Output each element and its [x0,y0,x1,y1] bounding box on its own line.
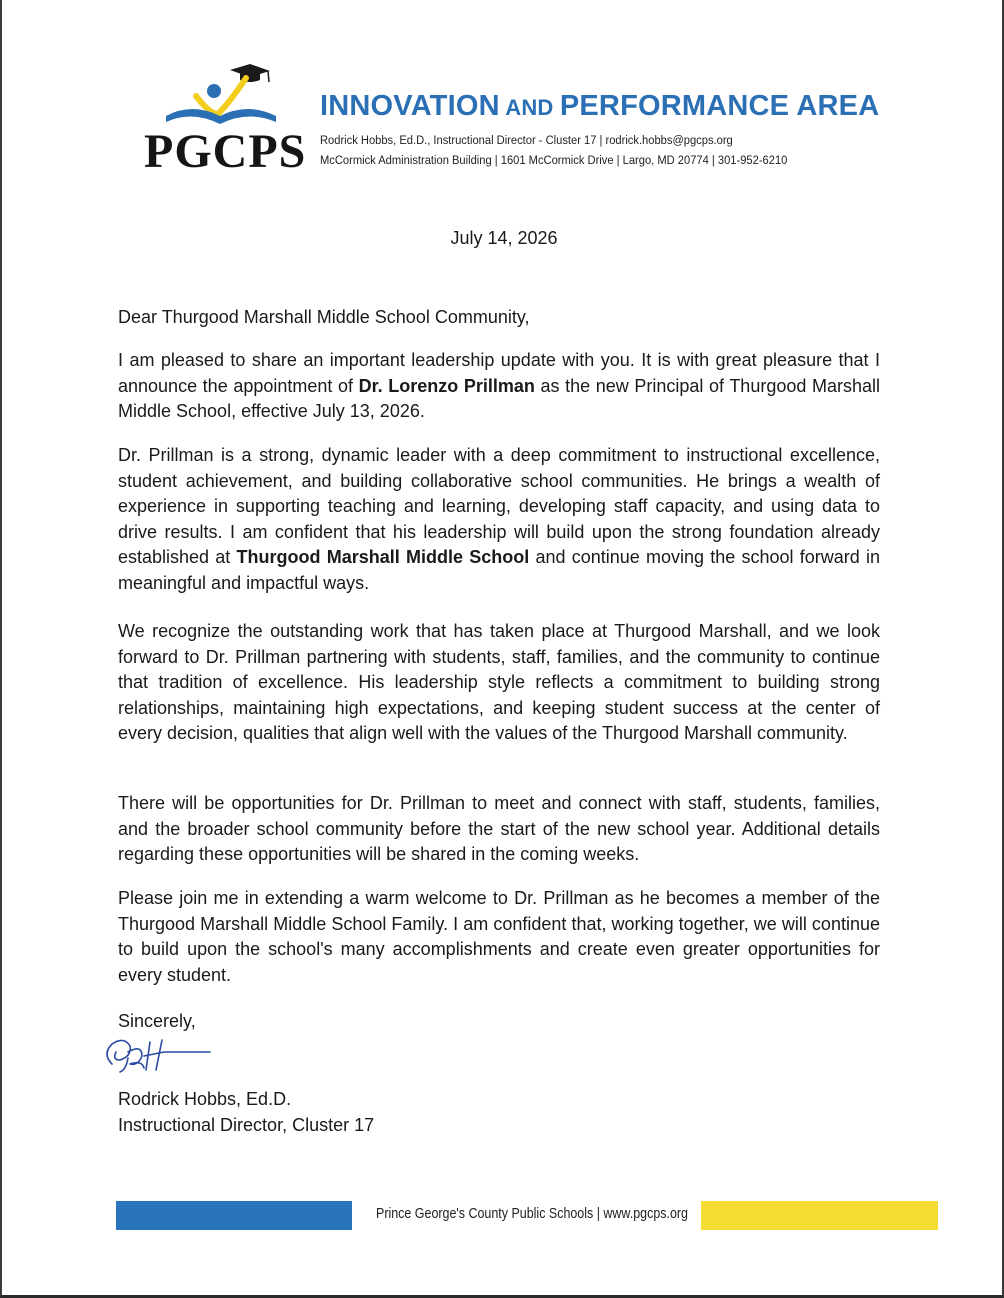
contact-line-2: McCormick Administration Building | 1601 McCormick Drive | Largo, MD 20774 | 301-952-6210 [320,153,788,167]
paragraph-3: We recognize the outstanding work that has taken place at Thurgood Marshall, and we look forward to Dr. Prillman partnering with students, staff, families, and the community to continue that tradition of excellence. His leadership style reflects a commitment to building strong relationships, maintaining high expectations, and keeping student success at the center of every decision, qualities that align well with the values of the Thurgood Marshall community. [118,621,880,744]
paragraph-5: Please join me in extending a warm welcome to Dr. Prillman as he becomes a member of the Thurgood Marshall Middle School Family. I am confident that, working together, we will continue to build upon the school's many accomplishments and create even greater opportunities for every student. [118,888,880,985]
paragraph-1 [118,348,880,425]
p2-text-b: and continue moving the school forward in meaningful and impactful ways. [118,547,880,593]
signer-title: Instructional Director, Cluster 17 [118,1115,375,1135]
p1-text-a: I am pleased to share an important leadership update with you. It is with great pleasure that I announce the appointment of [118,350,880,396]
principal-name: Dr. Lorenzo Prillman [358,375,535,396]
p2-text-a: Dr. Prillman is a strong, dynamic leader with a deep commitment to instructional excellence, student achievement, and building collaborative school communities. He brings a wealth of experience in supporting teaching and learning, developing staff capacity, and using data to drive results. I am confident that his leadership will build upon the strong foundation already established at [118,445,880,568]
footer-text: Prince George's County Public Schools | www.pgcps.org [376,1206,688,1222]
letter-date: July 14, 2026 [450,228,558,248]
contact-line-1: Rodrick Hobbs, Ed.D., Instructional Director - Cluster 17 | rodrick.hobbs@pgcps.org [320,133,733,147]
handwritten-signature [98,1030,214,1078]
p1-text-b: as the new Principal of Thurgood Marshall Middle School, effective July 13, 2026. [118,375,880,422]
footer-blue-bar [116,1201,352,1230]
pgcps-logo-text: PGCPS [144,125,307,178]
area-title-performance: PERFORMANCE AREA [559,90,880,122]
school-name: Thurgood Marshall Middle School [236,547,530,568]
salutation: Dear Thurgood Marshall Middle School Community, [118,307,530,327]
footer-yellow-bar [701,1201,938,1230]
area-title-innovation: INNOVATION [320,90,500,122]
area-title-and: AND [499,95,560,120]
closing: Sincerely, [118,1011,196,1031]
area-title [320,90,879,123]
paragraph-2 [118,443,880,597]
pgcps-logo [144,62,307,178]
paragraph-4: There will be opportunities for Dr. Prillman to meet and connect with staff, students, families, and the broader school community before the start of the new school year. Additional details regarding these opportunities will be shared in the coming weeks. [118,793,880,865]
graduate-book-logo-icon [148,62,294,128]
signer-name: Rodrick Hobbs, Ed.D. [118,1089,292,1109]
